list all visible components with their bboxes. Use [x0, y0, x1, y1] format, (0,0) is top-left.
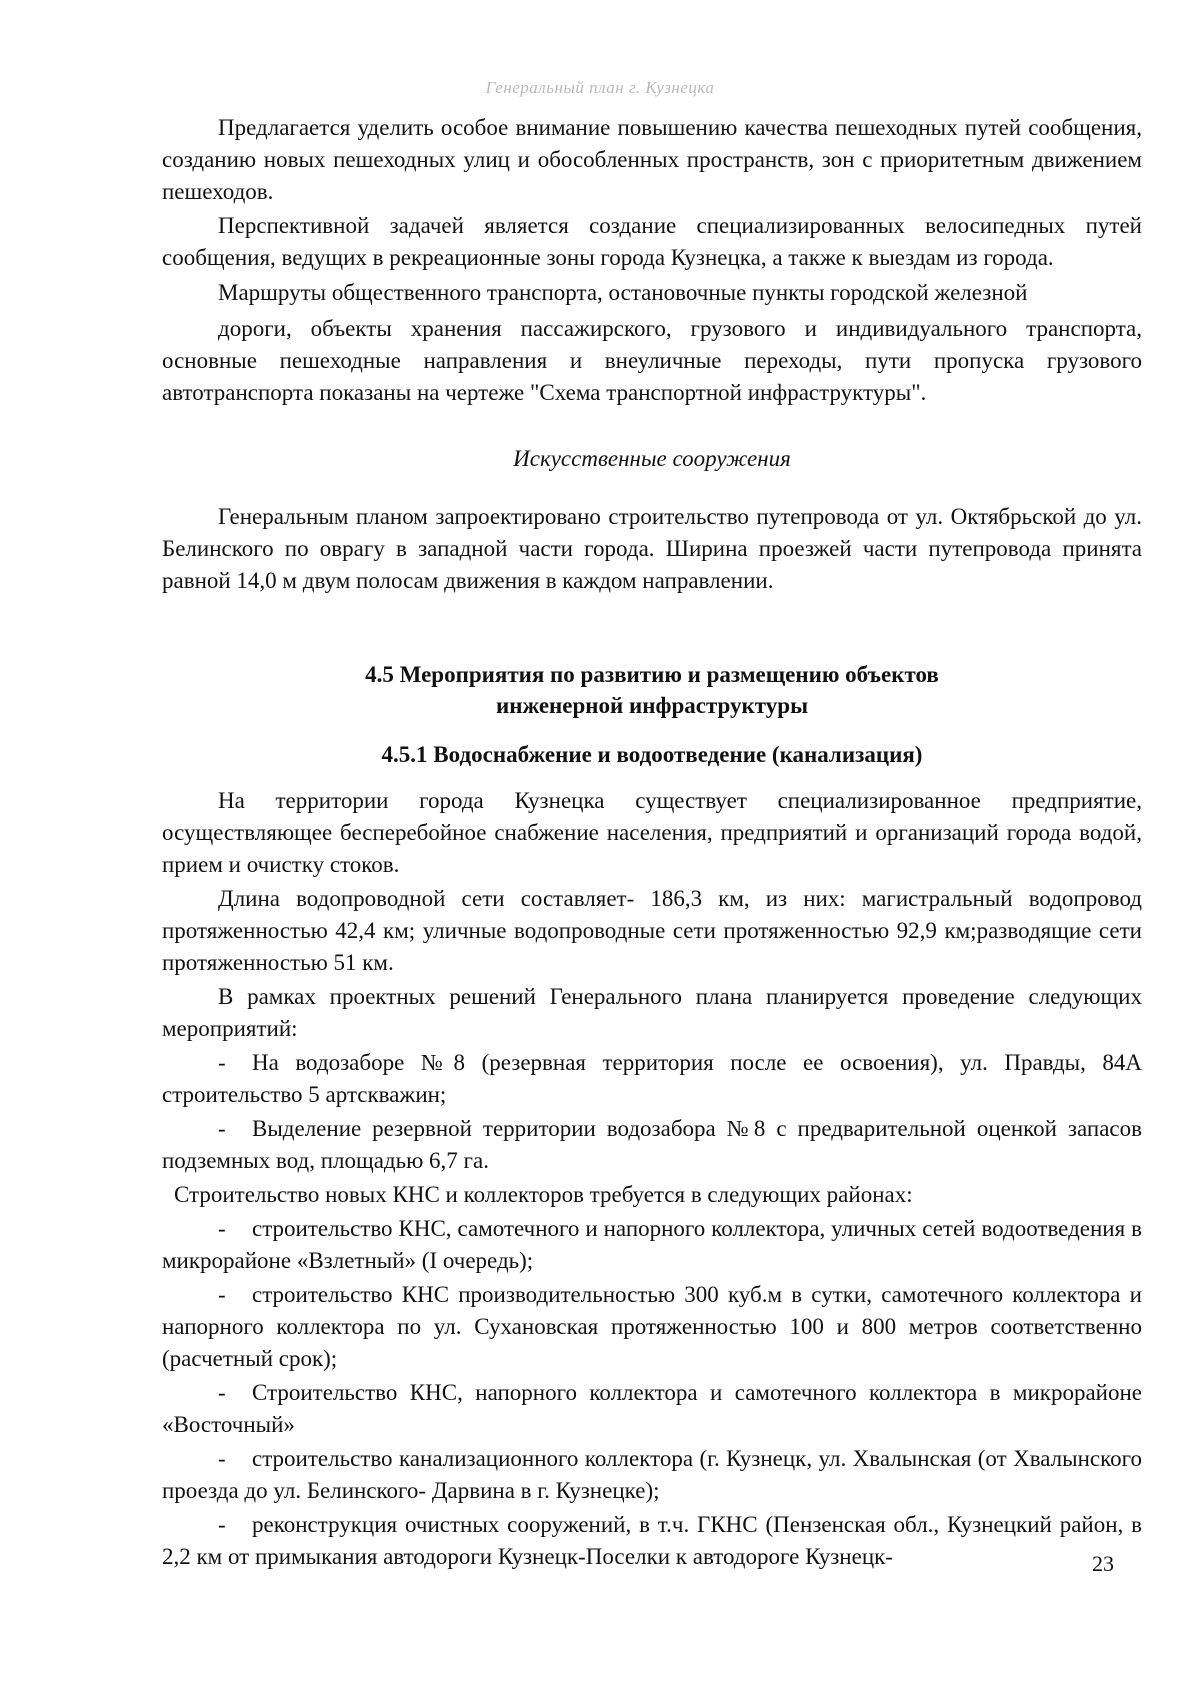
paragraph-network-length: Длина водопроводной сети составляет- 186,3 км, из них: магистральный водопровод протяженностью 42,4 км; уличные водопроводные сети протяженностью 92,9 км;разводящие сети протяженностью 51 км. [162, 886, 1142, 975]
paragraph-routes-rest: дороги, объекты хранения пассажирского, грузового и индивидуального транспорта, основные пешеходные направления и внеуличные переходы, пути пропуска грузового автотранспорта показаны на чертеже "Схема транспортной инфраструктуры". [162, 316, 1142, 405]
list-dash: - [218, 1380, 226, 1405]
page-number: 23 [1092, 1551, 1114, 1576]
page-body [162, 112, 1142, 1573]
subsection-title-4-5-1: 4.5.1 Водоснабжение и водоотведение (канализация) [381, 742, 923, 767]
list-item [162, 1279, 1142, 1375]
paragraph-planned-measures: В рамках проектных решений Генерального плана планируется проведение следующих мероприятий: [162, 984, 1142, 1041]
list-dash: - [218, 1446, 226, 1471]
list-item [162, 1213, 1142, 1277]
list-dash: - [218, 1216, 226, 1241]
running-header: Генеральный план г. Кузнецка [485, 78, 715, 97]
list-item-text: Строительство КНС, напорного коллектора и самотечного коллектора в микрорайоне «Восточный» [162, 1380, 1142, 1437]
list-item-text: строительство КНС, самотечного и напорного коллектора, уличных сетей водоотведения в микрорайоне «Взлетный» (I очередь); [162, 1216, 1142, 1273]
list-item [162, 1047, 1142, 1111]
list-item [162, 1509, 1142, 1573]
paragraph-overpass: Генеральным планом запроектировано строительство путепровода от ул. Октябрьской до ул. Белинского по оврагу в западной части города. Ширина проезжей части путепровода принята равной 14,0 м двум полосам движения в каждом направлении. [162, 504, 1142, 593]
paragraph-routes-line1: Маршруты общественного транспорта, остановочные пункты городской железной [218, 280, 1028, 305]
list-item-text: Выделение резервной территории водозабора №8 с предварительной оценкой запасов подземных вод, площадью 6,7 га. [162, 1116, 1142, 1173]
list-item-text: реконструкция очистных сооружений, в т.ч. ГКНС (Пензенская обл., Кузнецкий район, в 2,2 км от примыкания автодороги Кузнецк-Поселки к автодороге Кузнецк- [162, 1512, 1142, 1569]
list-dash: - [218, 1282, 226, 1307]
list-dash: - [218, 1512, 226, 1537]
list-item-text: строительство КНС производительностью 300 куб.м в сутки, самотечного коллектора и напорного коллектора по ул. Сухановская протяженностью 100 и 800 метров соответственно (расчетный срок); [162, 1282, 1142, 1371]
paragraph-bicycle: Перспективной задачей является создание специализированных велосипедных путей сообщения, ведущих в рекреационные зоны города Кузнецка, а также к выездам из города. [162, 213, 1142, 270]
list-dash: - [218, 1050, 226, 1075]
subheading-artificial-structures: Искусственные сооружения [513, 446, 791, 471]
list-item [162, 1113, 1142, 1177]
list-item-text: строительство канализационного коллектора (г. Кузнецк, ул. Хвалынская (от Хвалынского проезда до ул. Белинского- Дарвина в г. Кузнецке); [162, 1446, 1142, 1503]
list-item [162, 1377, 1142, 1441]
paragraph-water-enterprise: На территории города Кузнецка существует специализированное предприятие, осуществляющее бесперебойное снабжение населения, предприятий и организаций города водой, прием и очистку стоков. [162, 788, 1142, 877]
list-item-text: На водозаборе №8 (резервная территория после ее освоения), ул. Правды, 84А строительство 5 артскважин; [162, 1050, 1142, 1107]
section-title-4-5 [162, 659, 1142, 721]
section-title-line1: 4.5 Мероприятия по развитию и размещению объектов [365, 662, 939, 687]
section-title-line2: инженерной инфраструктуры [495, 693, 809, 718]
list-dash: - [218, 1116, 226, 1141]
list-item [162, 1443, 1142, 1507]
paragraph-kns-intro: Строительство новых КНС и коллекторов требуется в следующих районах: [174, 1182, 913, 1207]
paragraph-pedestrian: Предлагается уделить особое внимание повышению качества пешеходных путей сообщения, созданию новых пешеходных улиц и обособленных пространств, зон с приоритетным движением пешеходов. [162, 115, 1142, 204]
